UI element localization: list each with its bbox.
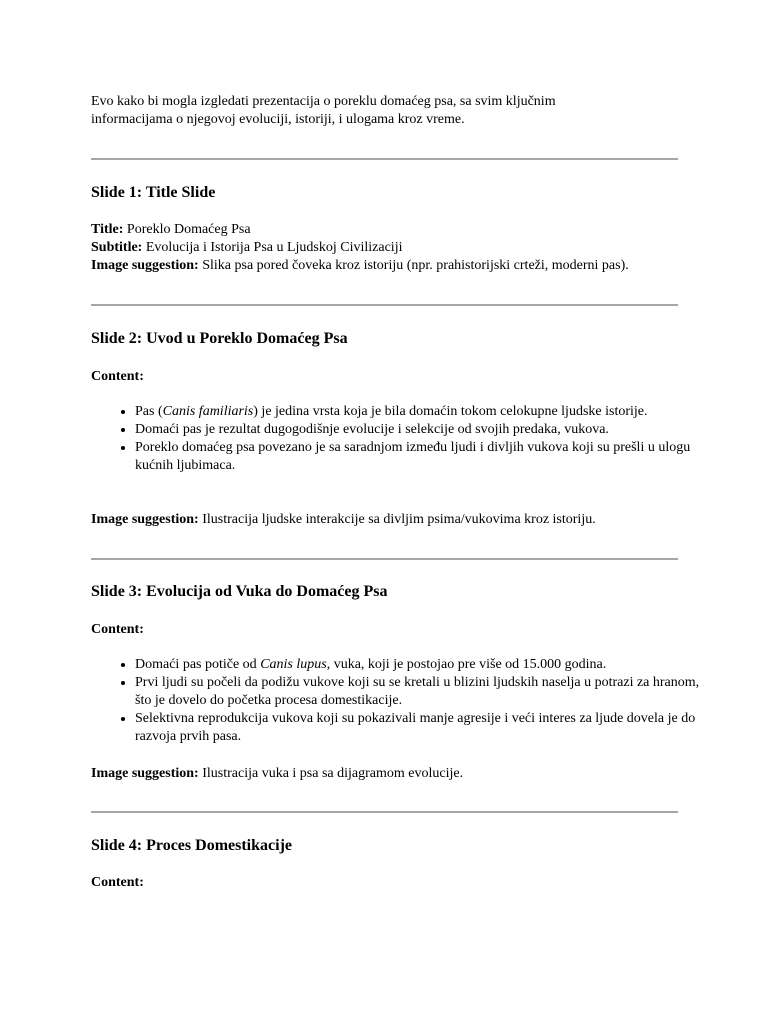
image-suggestion-line	[91, 511, 691, 529]
image-suggestion-value: Slika psa pored čoveka kroz istoriju (npr. prahistorijski crteži, moderni pas).	[198, 258, 629, 273]
list-item: • Domaći pas je rezultat dugogodišnje evolucije i selekcije od svojih predaka, vukova.	[135, 421, 705, 439]
bullet-text: , vuka, koji je postojao pre više od 15.000 godina.	[326, 657, 607, 672]
image-suggestion-value: Ilustracija vuka i psa sa dijagramom evolucije.	[198, 766, 464, 781]
slide-4-content-label: Content:	[91, 875, 144, 890]
slide-3-content-label: Content:	[91, 622, 144, 637]
subtitle-label: Subtitle:	[91, 240, 143, 255]
list-item	[135, 403, 705, 421]
list-item	[135, 656, 705, 674]
intro-paragraph	[91, 93, 681, 129]
slide-4-heading: Slide 4: Proces Domestikacije	[91, 837, 292, 854]
list-item: • Poreklo domaćeg psa povezano je sa saradnjom između ljudi i divljih vukova koji su prešli u ulogu kućnih ljubimaca.	[135, 439, 705, 475]
species-name: Canis lupus	[260, 657, 327, 672]
horizontal-rule-2	[91, 304, 678, 306]
image-suggestion-line	[91, 765, 691, 783]
slide-3-image-suggestion	[91, 765, 691, 783]
intro-line-2: informacijama o njegovoj evoluciji, istoriji, i ulogama kroz vreme.	[91, 112, 465, 127]
slide-1-image-line	[91, 257, 691, 275]
horizontal-rule-1	[91, 158, 678, 160]
bullet-text: Domaći pas potiče od	[135, 657, 261, 672]
list-item: • Selektivna reprodukcija vukova koji su pokazivali manje agresije i veći interes za ljude dovela je do razvoja prvih pasa.	[135, 710, 705, 746]
title-label: Title:	[91, 222, 124, 237]
slide-2-image-suggestion	[91, 511, 691, 529]
slide-2-bullet-list	[111, 403, 705, 475]
image-suggestion-label: Image suggestion:	[91, 258, 199, 273]
slide-1-title-line	[91, 221, 691, 239]
image-suggestion-label: Image suggestion:	[91, 766, 199, 781]
bullet-text: ) je jedina vrsta koja je bila domaćin tokom celokupne ljudske istorije.	[253, 404, 648, 419]
slide-3-bullet-list	[111, 656, 705, 746]
horizontal-rule-3	[91, 558, 678, 560]
slide-1-subtitle-line	[91, 239, 691, 257]
bullet-text: Pas (	[135, 404, 163, 419]
slide-3-heading: Slide 3: Evolucija od Vuka do Domaćeg Psa	[91, 583, 388, 600]
slide-1-details	[91, 221, 691, 275]
horizontal-rule-4	[91, 811, 678, 813]
slide-2-content-label: Content:	[91, 369, 144, 384]
slide-2-heading: Slide 2: Uvod u Poreklo Domaćeg Psa	[91, 330, 348, 347]
species-name: Canis familiaris	[162, 404, 254, 419]
subtitle-value: Evolucija i Istorija Psa u Ljudskoj Civilizaciji	[142, 240, 403, 255]
intro-line-1: Evo kako bi mogla izgledati prezentacija o poreklu domaćeg psa, sa svim ključnim	[91, 94, 556, 109]
title-value: Poreklo Domaćeg Psa	[123, 222, 251, 237]
list-item: • Prvi ljudi su počeli da podižu vukove koji su se kretali u blizini ljudskih naselja u potrazi za hranom, što je dovelo do početka procesa domestikacije.	[135, 674, 705, 710]
slide-1-heading: Slide 1: Title Slide	[91, 184, 216, 201]
image-suggestion-value: Ilustracija ljudske interakcije sa divljim psima/vukovima kroz istoriju.	[198, 512, 596, 527]
image-suggestion-label: Image suggestion:	[91, 512, 199, 527]
